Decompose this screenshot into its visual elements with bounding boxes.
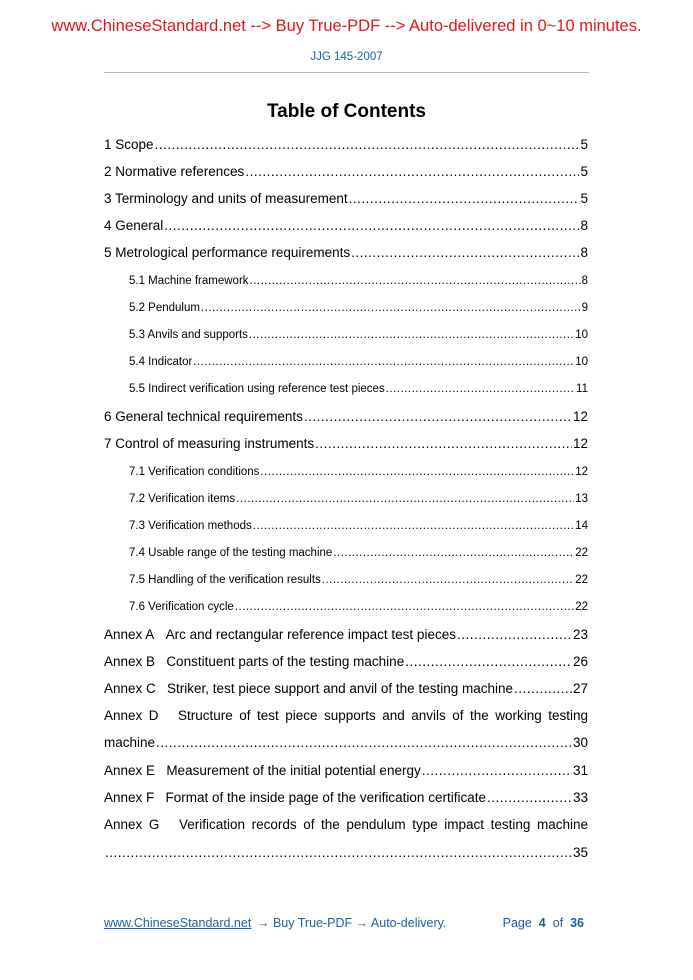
toc-page: 5: [580, 164, 588, 179]
toc-label-continued: machine: [104, 735, 156, 750]
toc-page: 22: [575, 574, 588, 586]
toc-page: 5: [580, 191, 588, 206]
leader-dots: [249, 324, 574, 346]
leader-dots: [514, 678, 572, 700]
toc-annex-e[interactable]: [104, 760, 588, 782]
annex-id: Annex A: [104, 627, 155, 642]
page-current: 4: [538, 916, 546, 930]
leader-dots: [105, 842, 572, 864]
toc-page: 35: [572, 845, 588, 860]
annex-id: Annex C: [104, 681, 156, 696]
toc-page: 13: [575, 493, 588, 505]
annex-title: Arc and rectangular reference impact test pieces: [165, 627, 456, 642]
page-indicator: [503, 916, 584, 930]
toc-page: 30: [572, 735, 588, 750]
toc-label: 7.6 Verification cycle: [129, 601, 234, 613]
leader-dots: [457, 624, 572, 646]
toc-label: 5.1 Machine framework: [129, 275, 249, 287]
toc-label: 7.3 Verification methods: [129, 520, 252, 532]
toc-label: [104, 624, 456, 646]
toc-page: 8: [581, 275, 588, 287]
annex-title: Format of the inside page of the verification certificate: [165, 790, 486, 805]
leader-dots: [156, 732, 572, 754]
annex-title: Verification records of the pendulum type impact testing machine: [179, 817, 588, 832]
toc-entry-4[interactable]: [104, 215, 588, 237]
leader-dots: [386, 378, 575, 400]
leader-dots: [351, 242, 579, 264]
toc-entry-7-4[interactable]: [129, 542, 588, 564]
toc-page: 27: [572, 681, 588, 696]
leader-dots: [235, 596, 574, 618]
page-of: of: [552, 916, 564, 930]
toc-page: 8: [580, 218, 588, 233]
toc-entry-6[interactable]: [104, 406, 588, 428]
toc-page: 12: [575, 466, 588, 478]
annex-title: Constituent parts of the testing machine: [166, 654, 405, 669]
toc-label: 7 Control of measuring instruments: [104, 436, 315, 451]
page-total: 36: [570, 916, 584, 930]
leader-dots: [193, 351, 574, 373]
leader-dots: [333, 542, 574, 564]
toc-entry-7-2[interactable]: [129, 488, 588, 510]
toc-page: 5: [580, 137, 588, 152]
toc-annex-d-line1[interactable]: [104, 705, 588, 727]
leader-dots: [304, 406, 572, 428]
toc-annex-c[interactable]: [104, 678, 588, 700]
annex-id: Annex F: [104, 790, 155, 805]
toc-page: 10: [575, 329, 588, 341]
toc-page: 12: [572, 409, 588, 424]
toc-annex-f[interactable]: [104, 787, 588, 809]
annex-id: Annex D: [104, 708, 159, 723]
footer-link-text[interactable]: www.ChineseStandard.net: [104, 916, 252, 930]
leader-dots: [487, 787, 572, 809]
leader-dots: [245, 161, 579, 183]
toc-label: [104, 678, 513, 700]
toc-label: [104, 705, 588, 727]
annex-id: Annex B: [104, 654, 156, 669]
leader-dots: [315, 433, 572, 455]
toc-entry-5[interactable]: [104, 242, 588, 264]
toc-page: 22: [575, 547, 588, 559]
toc-page: 9: [581, 302, 588, 314]
toc-page: 23: [572, 627, 588, 642]
leader-dots: [201, 297, 581, 319]
toc-entry-5-2[interactable]: [129, 297, 588, 319]
annex-title: Striker, test piece support and anvil of the testing machine: [167, 681, 513, 696]
toc-entry-7-1[interactable]: [129, 461, 588, 483]
toc-entry-2[interactable]: [104, 161, 588, 183]
toc-annex-g-line1[interactable]: [104, 814, 588, 836]
toc-annex-b[interactable]: [104, 651, 588, 673]
annex-id: Annex E: [104, 763, 156, 778]
toc-entry-7-3[interactable]: [129, 515, 588, 537]
page-title: Table of Contents: [266, 101, 427, 122]
toc-annex-a[interactable]: [104, 624, 588, 646]
toc-label: 1 Scope: [104, 137, 154, 152]
toc-label: 3 Terminology and units of measurement: [104, 191, 348, 206]
toc-entry-7-5[interactable]: [129, 569, 588, 591]
page-footer: [104, 916, 588, 934]
leader-dots: [164, 215, 579, 237]
toc-label: [104, 651, 404, 673]
toc-entry-5-3[interactable]: [129, 324, 588, 346]
toc-label: 4 General: [104, 218, 164, 233]
leader-dots: [422, 760, 572, 782]
toc-label: 5 Metrological performance requirements: [104, 245, 351, 260]
toc-page: 12: [572, 436, 588, 451]
toc-page: 33: [572, 790, 588, 805]
leader-dots: [236, 488, 574, 510]
leader-dots: [253, 515, 574, 537]
header-rule: [104, 72, 589, 73]
toc-page: 14: [575, 520, 588, 532]
toc-entry-3[interactable]: [104, 188, 588, 210]
leader-dots: [349, 188, 580, 210]
toc-entry-5-5[interactable]: [129, 378, 588, 400]
leader-dots: [260, 461, 574, 483]
toc-annex-g-line2[interactable]: [104, 842, 588, 864]
promo-banner[interactable]: www.ChineseStandard.net --> Buy True-PDF --> Auto-delivered in 0~10 minutes.: [51, 17, 642, 35]
toc-page: 22: [575, 601, 588, 613]
annex-id: Annex G: [104, 817, 160, 832]
toc-label: 5.4 Indicator: [129, 356, 193, 368]
toc-label: [104, 814, 588, 836]
toc-page: 26: [572, 654, 588, 669]
toc-annex-d-line2[interactable]: [104, 732, 588, 754]
annex-title: Structure of test piece supports and anvils of the working testing: [177, 708, 588, 723]
toc-page: 31: [572, 763, 588, 778]
toc-label: 7.1 Verification conditions: [129, 466, 260, 478]
leader-dots: [405, 651, 572, 673]
footer-link[interactable]: [104, 916, 251, 930]
leader-dots: [250, 270, 581, 292]
toc-label: 7.4 Usable range of the testing machine: [129, 547, 333, 559]
standard-code-header: JJG 145-2007: [310, 51, 383, 63]
toc-entry-7[interactable]: [104, 433, 588, 455]
toc-label: 7.2 Verification items: [129, 493, 236, 505]
footer-tagline: → Buy True-PDF → Auto-delivery.: [257, 916, 447, 930]
toc-label: 5.2 Pendulum: [129, 302, 200, 314]
toc-entry-7-6[interactable]: [129, 596, 588, 618]
toc-label: 6 General technical requirements: [104, 409, 303, 424]
toc-label: 7.5 Handling of the verification results: [129, 574, 321, 586]
toc-page: 11: [576, 383, 588, 395]
toc-entry-5-4[interactable]: [129, 351, 588, 373]
toc-entry-5-1[interactable]: [129, 270, 588, 292]
toc-label: 5.5 Indirect verification using reference test pieces: [129, 383, 385, 395]
toc-label: 2 Normative references: [104, 164, 245, 179]
annex-title: Measurement of the initial potential energy: [166, 763, 421, 778]
leader-dots: [322, 569, 574, 591]
page-word: Page: [502, 916, 532, 930]
toc-label: [104, 787, 486, 809]
toc-label: 5.3 Anvils and supports: [129, 329, 248, 341]
toc-entry-1[interactable]: [104, 134, 588, 156]
toc-page: 8: [580, 245, 588, 260]
toc-label: [104, 760, 421, 782]
leader-dots: [155, 134, 580, 156]
toc-page: 10: [575, 356, 588, 368]
